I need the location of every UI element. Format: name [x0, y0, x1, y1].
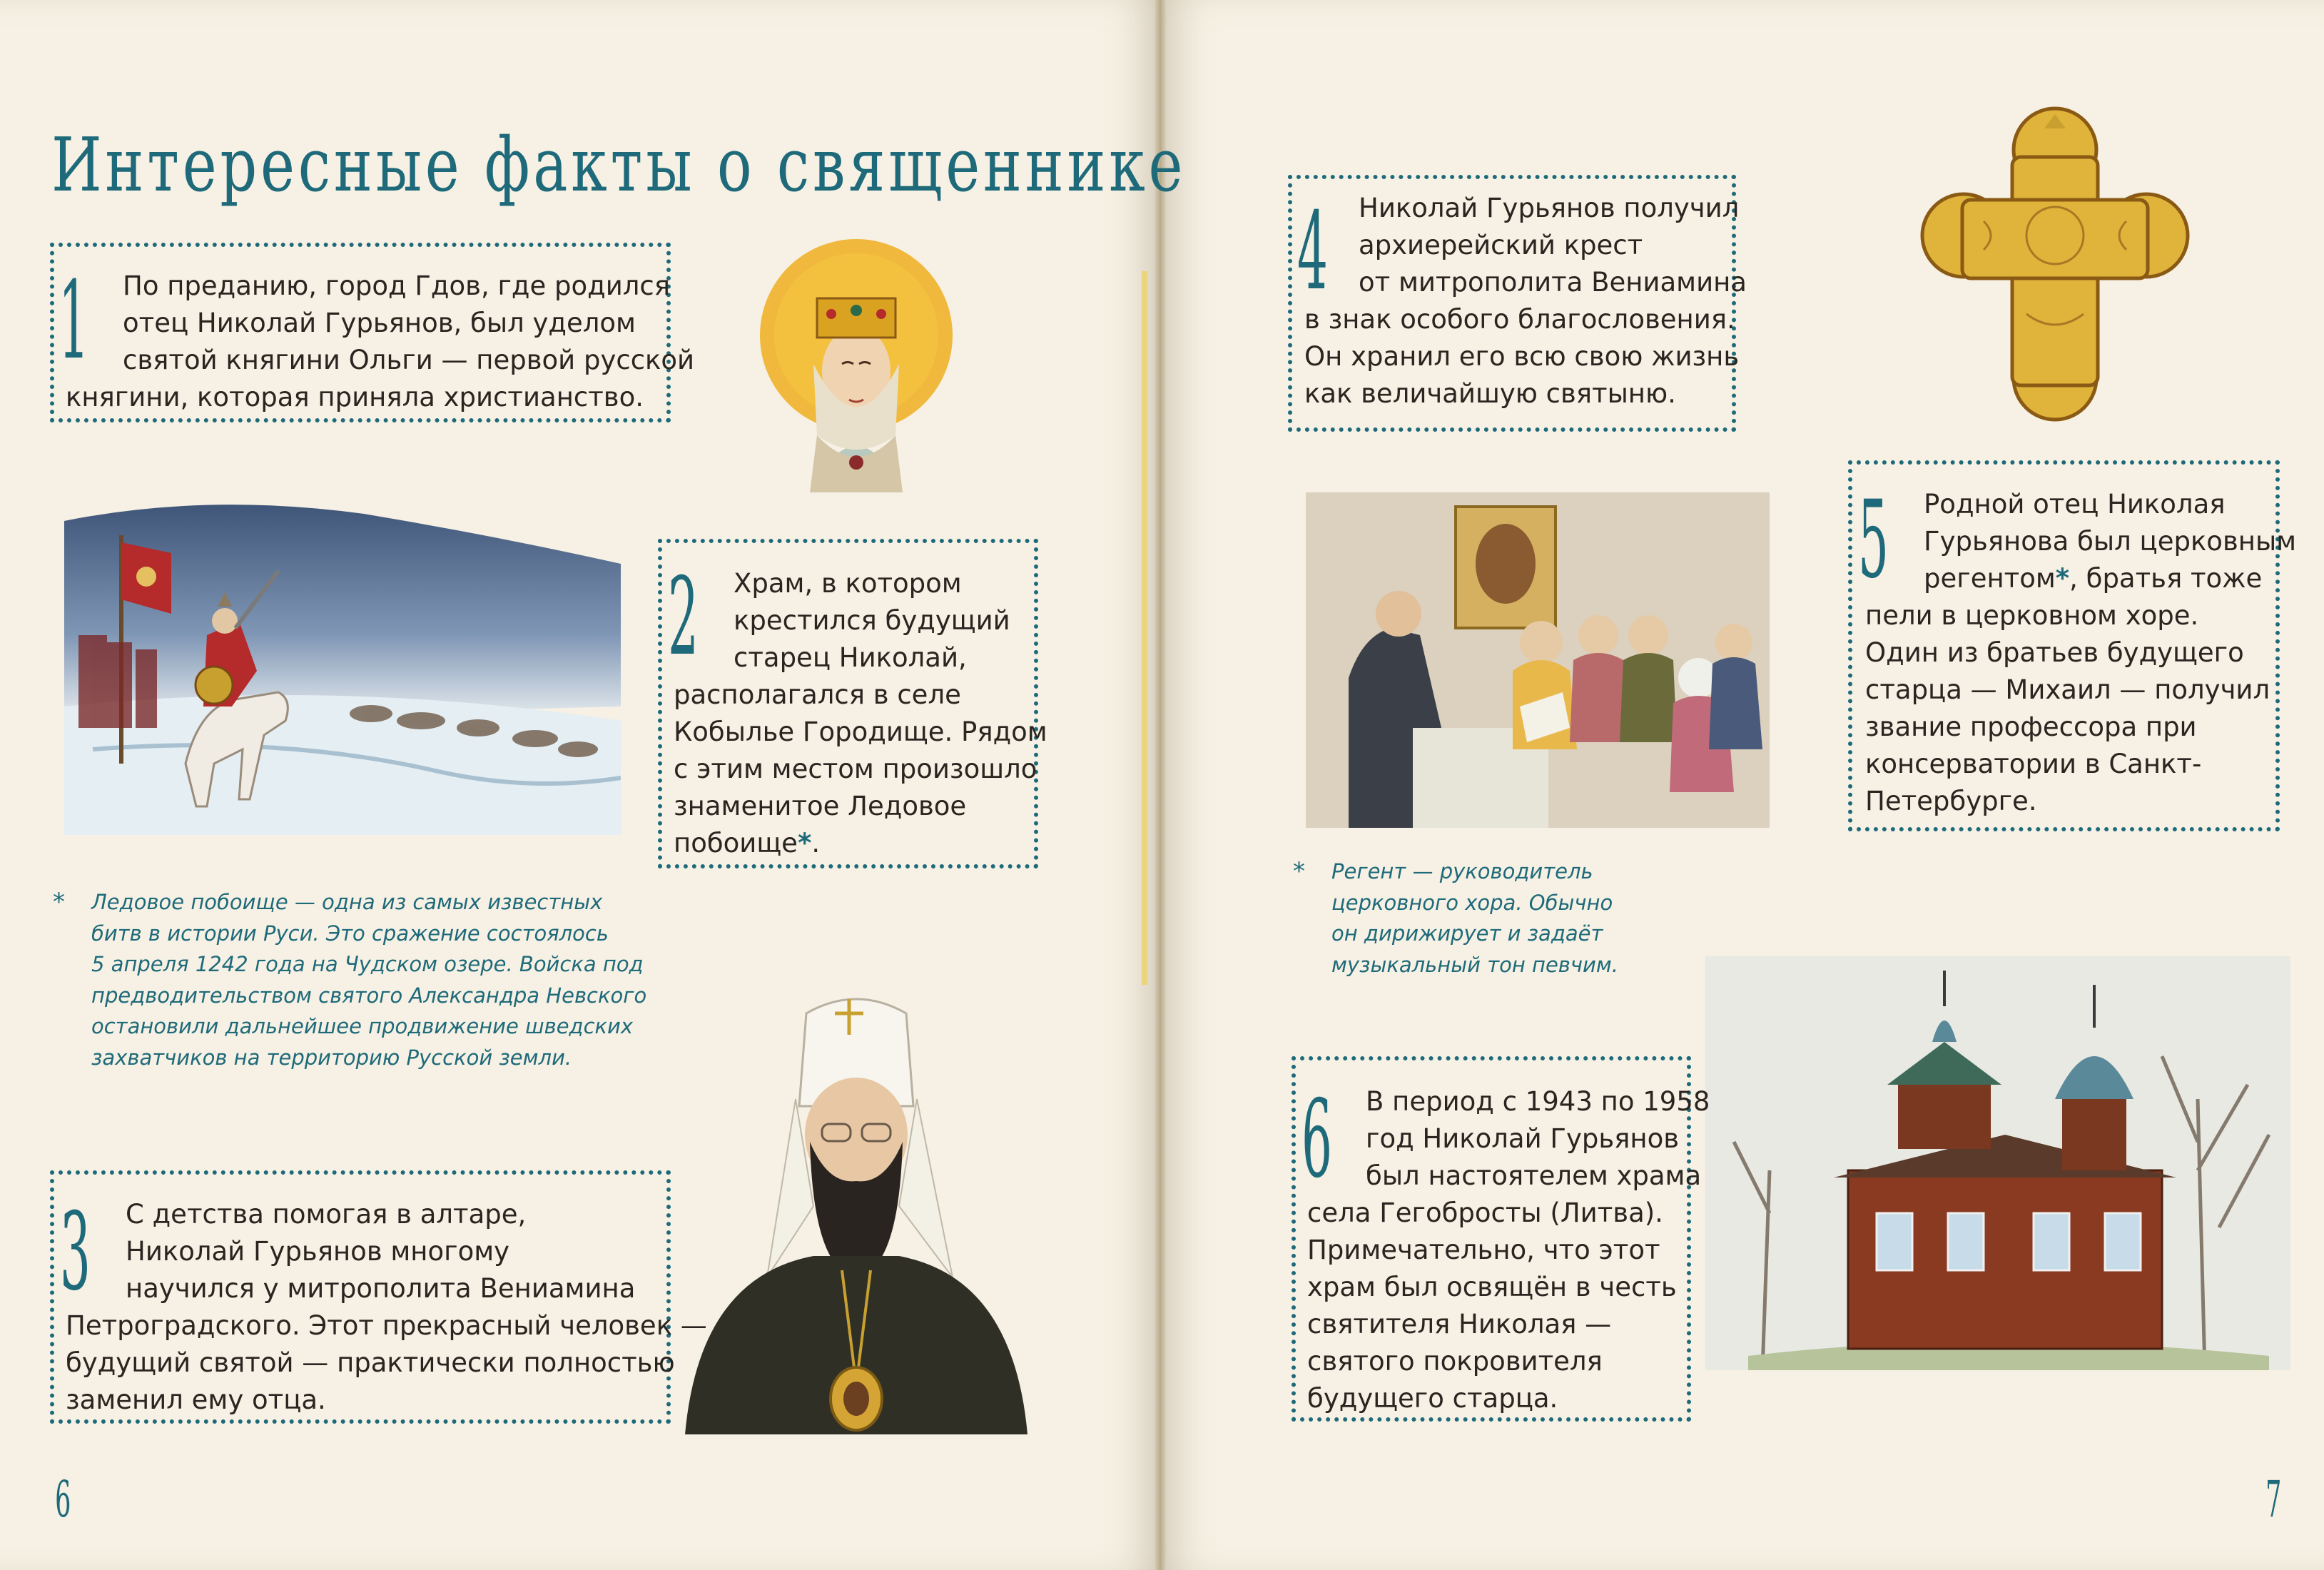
- fact-line: Примечательно, что этот: [1307, 1235, 1660, 1265]
- footnote-asterisk: *: [1293, 857, 1305, 886]
- fact-line: знаменитое Ледовое: [674, 791, 967, 821]
- fact-line: Николай Гурьянов получил: [1359, 193, 1740, 223]
- footnote-line: захватчиков на территорию Русской земли.: [91, 1045, 572, 1070]
- fact-line: консерватории в Санкт-: [1865, 749, 2202, 779]
- footnote-line: церковного хора. Обычно: [1331, 890, 1613, 915]
- footnote-regent: [1293, 856, 1618, 981]
- wooden-church-illustration: [1705, 956, 2290, 1370]
- fact-line: Родной отец Николая: [1924, 489, 2226, 520]
- fact-line-tail: , братья тоже: [2069, 563, 2263, 594]
- fact-line: отец Николай Гурьянов, был уделом: [123, 308, 636, 338]
- fact-number-6: 6: [1301, 1078, 1332, 1202]
- fact-line: святого покровителя: [1307, 1346, 1603, 1377]
- fact-line: Гурьянова был церковным: [1924, 526, 2297, 557]
- fact-line: княгини, которая приняла христианство.: [66, 382, 644, 412]
- page-number-right: 7: [2265, 1470, 2282, 1529]
- fact-text-4: [1304, 190, 1747, 412]
- fact-line: от митрополита Вениамина: [1359, 267, 1747, 298]
- footnote-line: Регент — руководитель: [1331, 859, 1593, 883]
- fact-line: будущий святой — практически полностью: [66, 1347, 675, 1378]
- footnote-asterisk: *: [53, 888, 65, 916]
- footnote-line: битв в истории Руси. Это сражение состоялось: [91, 921, 609, 946]
- fact-line: Храм, в котором: [734, 568, 962, 599]
- page-number-left: 6: [55, 1470, 71, 1529]
- fact-line: был настоятелем храма: [1366, 1160, 1702, 1191]
- fact-line-with-asterisk: побоище*.: [674, 828, 821, 859]
- fact-line: располагался в селе: [674, 679, 961, 710]
- fact-line: старец Николай,: [734, 642, 967, 673]
- fact-number-5: 5: [1858, 478, 1889, 602]
- fact-line: год Николай Гурьянов: [1366, 1123, 1680, 1154]
- fact-text-6: [1307, 1083, 1710, 1417]
- fact-text-2: [674, 565, 1047, 862]
- fact-line: храм был освящён в честь: [1307, 1272, 1677, 1302]
- fact-line: заменил ему отца.: [66, 1384, 326, 1415]
- fact-line: в знак особого благословения.: [1304, 304, 1735, 335]
- footnote-line: он дирижирует и задаёт: [1331, 921, 1603, 946]
- footnote-line: Ледовое побоище — одна из самых известных: [91, 890, 603, 914]
- saint-olga-illustration: [749, 221, 963, 500]
- archiereus-cross-illustration: [1919, 100, 2191, 428]
- footnote-line: предводительством святого Александра Невского: [91, 983, 647, 1008]
- page-edge-decoration: [1142, 271, 1147, 985]
- fact-line: С детства помогая в алтаре,: [126, 1199, 527, 1230]
- fact-text-3: [66, 1196, 707, 1419]
- fact-line: Он хранил его всю свою жизнь: [1304, 341, 1740, 372]
- page-title: Интересные факты о священнике: [51, 121, 1187, 208]
- fact-line: По преданию, город Гдов, где родился: [123, 270, 671, 301]
- fact-number-3: 3: [60, 1190, 91, 1315]
- fact-line: научился у митрополита Вениамина: [126, 1273, 636, 1304]
- fact-line: села Гегобросты (Литва).: [1307, 1197, 1663, 1228]
- fact-line: святителя Николая —: [1307, 1309, 1612, 1339]
- fact-line: как величайшую святыню.: [1304, 378, 1676, 409]
- footnote-asterisk: *: [2055, 563, 2070, 594]
- fact-line: Кобылье Городище. Рядом: [674, 716, 1047, 747]
- fact-text-5: [1865, 486, 2296, 820]
- footnote-line: музыкальный тон певчим.: [1331, 952, 1618, 977]
- footnote-ice-battle: [53, 887, 647, 1073]
- footnote-line: 5 апреля 1242 года на Чудском озере. Войска под: [91, 952, 644, 976]
- footnote-asterisk: *: [797, 828, 812, 859]
- fact-line: с этим местом произошло: [674, 754, 1037, 784]
- fact-number-2: 2: [668, 555, 699, 679]
- fact-line: Петроградского. Этот прекрасный человек —: [66, 1310, 707, 1341]
- fact-text-1: [66, 268, 694, 416]
- fact-line: регентом: [1924, 563, 2056, 594]
- fact-line: архиерейский крест: [1359, 230, 1643, 260]
- fact-line: святой княгини Ольги — первой русской: [123, 345, 695, 375]
- fact-line: пели в церковном хоре.: [1865, 600, 2199, 631]
- fact-line: будущего старца.: [1307, 1383, 1558, 1414]
- fact-line-with-asterisk: [1865, 560, 2296, 597]
- fact-number-4: 4: [1297, 190, 1328, 314]
- fact-number-1: 1: [59, 259, 89, 383]
- church-choir-illustration: [1306, 492, 1770, 828]
- fact-line: старца — Михаил — получил: [1865, 674, 2270, 705]
- ice-battle-illustration: [64, 492, 621, 835]
- footnote-line: остановили дальнейшее продвижение шведских: [91, 1014, 634, 1038]
- fact-line: Один из братьев будущего: [1865, 637, 2244, 668]
- fact-line: Николай Гурьянов многому: [126, 1236, 510, 1267]
- fact-line: В период с 1943 по 1958: [1366, 1086, 1710, 1117]
- book-gutter: [1155, 0, 1166, 1570]
- fact-line: крестился будущий: [734, 605, 1010, 636]
- fact-line: побоище: [674, 828, 798, 859]
- fact-line: звание профессора при: [1865, 711, 2197, 742]
- metropolitan-veniamin-illustration: [671, 971, 1042, 1434]
- fact-line: Петербурге.: [1865, 786, 2037, 816]
